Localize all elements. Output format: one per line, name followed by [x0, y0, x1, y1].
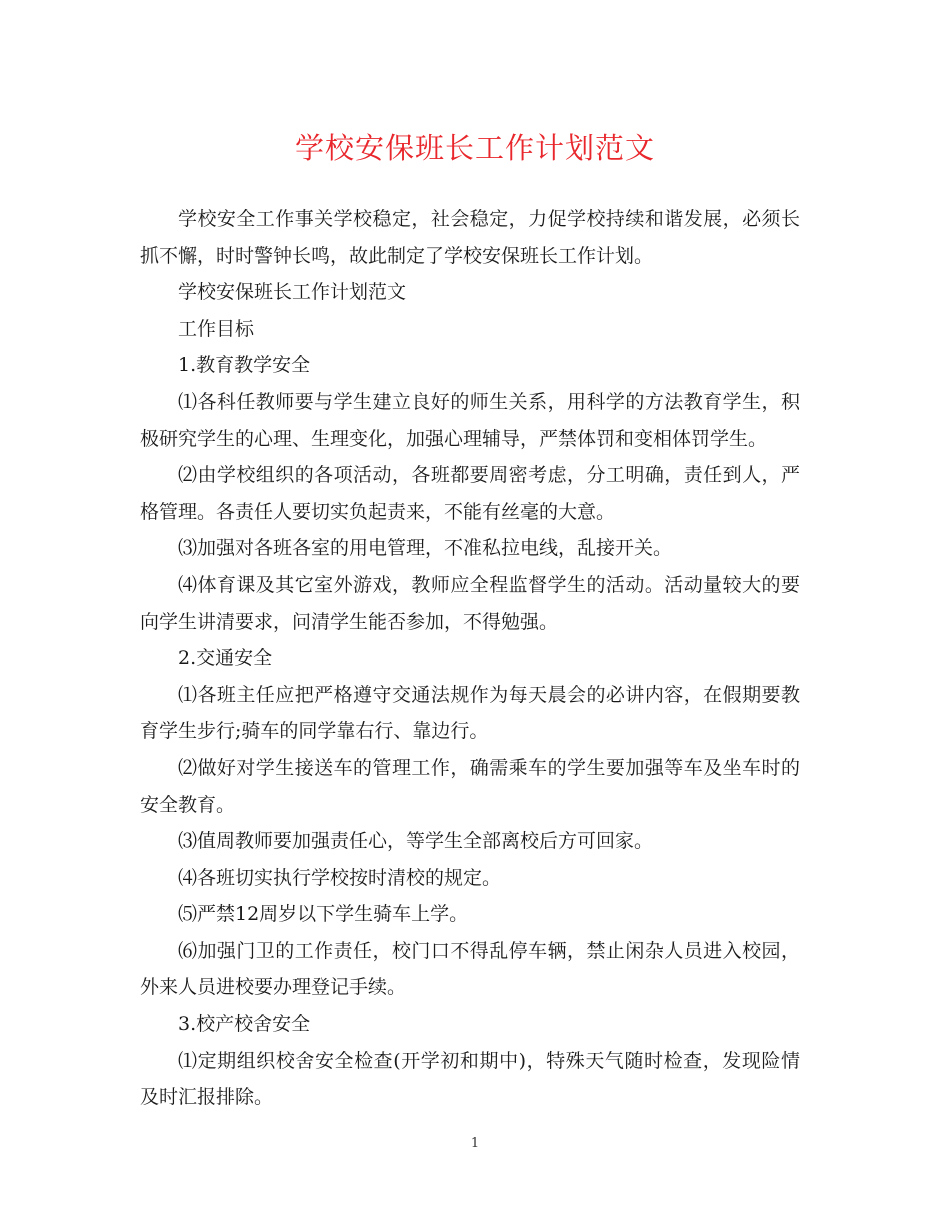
section-heading-teaching-safety: 1.教育教学安全	[178, 354, 311, 377]
list-item: ⑸严禁12周岁以下学生骑车上学。	[178, 903, 469, 926]
document-title: 学校安保班长工作计划范文	[294, 131, 655, 165]
list-item: ⑶加强对各班各室的用电管理，不准私拉电线，乱接开关。	[178, 537, 673, 560]
list-item: ⑴各科任教师要与学生建立良好的师生关系，用科学的方法教育学生，积极研究学生的心理、生理变化，加强心理辅导，严禁体罚和变相体罚学生。	[140, 390, 800, 450]
list-item: ⑶值周教师要加强责任心，等学生全部离校后方可回家。	[178, 830, 654, 853]
list-item: ⑵做好对学生接送车的管理工作，确需乘车的学生要加强等车及坐车时的安全教育。	[140, 756, 800, 816]
section-heading-goals: 工作目标	[178, 317, 255, 340]
page-number: 1	[470, 1136, 480, 1151]
list-item: ⑷各班切实执行学校按时清校的规定。	[178, 866, 502, 889]
section-heading-traffic-safety: 2.交通安全	[178, 647, 273, 670]
list-item: ⑹加强门卫的工作责任，校门口不得乱停车辆，禁止闲杂人员进入校园，外来人员进校要办理登记手续。	[140, 939, 800, 999]
document-body	[140, 201, 800, 1116]
list-item: ⑴各班主任应把严格遵守交通法规作为每天晨会的必讲内容，在假期要教育学生步行;骑车的同学靠右行、靠边行。	[140, 683, 800, 743]
paragraph-intro: 学校安全工作事关学校稳定，社会稳定，力促学校持续和谐发展，必须长抓不懈，时时警钟长鸣，故此制定了学校安保班长工作计划。	[140, 208, 800, 267]
section-heading-building-safety: 3.校产校舍安全	[178, 1013, 311, 1036]
list-item: ⑷体育课及其它室外游戏，教师应全程监督学生的活动。活动量较大的要向学生讲清要求，问清学生能否参加，不得勉强。	[140, 573, 800, 633]
list-item: ⑴定期组织校舍安全检查(开学初和期中)，特殊天气随时检查，发现险情及时汇报排除。	[140, 1049, 800, 1109]
paragraph-subtitle: 学校安保班长工作计划范文	[178, 281, 407, 304]
list-item: ⑵由学校组织的各项活动，各班都要周密考虑，分工明确，责任到人，严格管理。各责任人要切实负起责来，不能有丝毫的大意。	[140, 464, 800, 523]
